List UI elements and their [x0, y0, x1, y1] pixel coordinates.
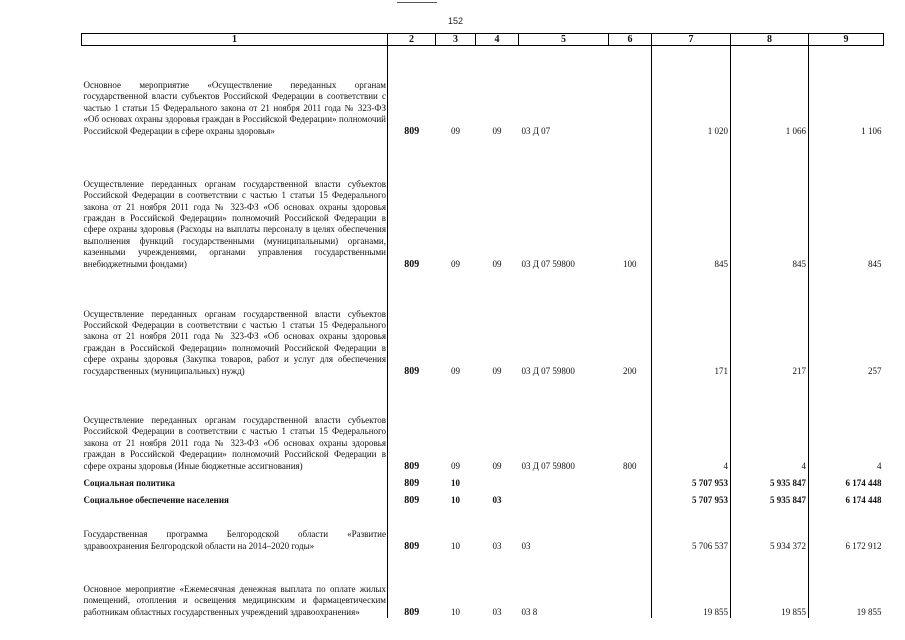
expense-type-code: [609, 552, 652, 618]
subsection-code: 09: [492, 460, 502, 471]
section-code: 09: [451, 258, 460, 269]
ministry-code: 809: [404, 365, 420, 377]
subsection-code: 03: [492, 540, 502, 551]
amount-col-9: 1 106: [861, 125, 882, 136]
section-code: 10: [451, 606, 460, 617]
target-article-code: 03 Д 07 59800: [521, 365, 575, 376]
section-code: 10: [451, 540, 460, 551]
subsection-code: [476, 472, 519, 489]
amount-col-8: 5 935 847: [731, 489, 809, 506]
column-header: 7: [652, 34, 731, 46]
amount-col-8: 19 855: [731, 552, 809, 618]
table-row: [82, 472, 884, 489]
amount-col-7: 5 706 537: [652, 506, 731, 552]
expense-type-code: 100: [609, 137, 652, 270]
table-row: [82, 46, 884, 138]
section-code: 09: [451, 365, 460, 376]
target-article-code: 03 Д 07 59800: [521, 460, 575, 471]
subsection-code: 09: [492, 258, 502, 269]
amount-col-9: 257: [868, 365, 882, 376]
page-number: 152: [448, 16, 464, 26]
subsection-code: 09: [492, 365, 502, 376]
budget-table: [81, 33, 884, 618]
target-article-code: 03 Д 07: [521, 125, 551, 136]
column-header: 9: [809, 34, 884, 46]
ministry-code: 809: [404, 477, 420, 489]
table-row: [82, 137, 884, 270]
amount-col-9: 19 855: [856, 606, 882, 617]
column-header: 4: [476, 34, 519, 46]
ministry-code: 809: [404, 606, 420, 618]
column-header: 3: [436, 34, 476, 46]
target-article-code: [519, 489, 609, 506]
table-row: [82, 506, 884, 552]
section-code: 09: [451, 125, 460, 136]
row-description: Основное мероприятие «Ежемесячная денежная выплата по оплате жилых помещений, отопления и освещения медицинским и фармацевтическим работникам областных государственных учреждений здравоохранения»: [82, 552, 388, 618]
amount-col-8: 845: [731, 137, 809, 270]
table-row: [82, 552, 884, 618]
amount-col-8: 1 066: [731, 46, 809, 138]
row-description: Социальная политика: [82, 472, 388, 489]
target-article-code: 03: [521, 540, 531, 551]
amount-col-7: 1 020: [652, 46, 731, 138]
expense-type-code: 200: [609, 270, 652, 377]
amount-col-9: 6 172 912: [845, 540, 882, 551]
page-top-mark: [397, 2, 437, 3]
amount-col-8: 217: [731, 270, 809, 377]
row-description: Осуществление переданных органам государственной власти субъектов Российской Федерации в соответствии с частью 1 статьи 15 Федерального закона от 21 ноября 2011 года № 323-ФЗ «Об основах охраны здоровья граждан в Российской Федерации» полномочий Российской Федерации в сфере охраны здоровья (Иные бюджетные ассигнования): [82, 377, 388, 472]
ministry-code: 809: [404, 460, 420, 472]
expense-type-code: [609, 46, 652, 138]
ministry-code: 809: [404, 258, 420, 270]
amount-col-9: 6 174 448: [845, 477, 882, 488]
expense-type-code: [609, 506, 652, 552]
ministry-code: 809: [404, 125, 420, 137]
subsection-code: 03: [492, 606, 502, 617]
amount-col-9: 6 174 448: [845, 494, 882, 505]
row-description: Основное мероприятие «Осуществление переданных органам государственной власти субъектов Российской Федерации в соответствии с частью 1 статьи 15 Федерального закона от 21 ноября 2011 года № 323-ФЗ «Об основах охраны здоровья граждан в Российской Федерации» полномочий Российской Федерации в сфере охраны здоровья»: [82, 46, 388, 138]
row-description: Государственная программа Белгородской области «Развитие здравоохранения Белгородской области на 2014–2020 годы»: [82, 506, 388, 552]
amount-col-7: 4: [652, 377, 731, 472]
row-description: Осуществление переданных органам государственной власти субъектов Российской Федерации в соответствии с частью 1 статьи 15 Федерального закона от 21 ноября 2011 года № 323-ФЗ «Об основах охраны здоровья граждан в Российской Федерации» полномочий Российской Федерации в сфере охраны здоровья (Закупка товаров, работ и услуг для обеспечения государственных (муниципальных) нужд): [82, 270, 388, 377]
amount-col-7: 19 855: [652, 552, 731, 618]
target-article-code: 03 8: [521, 606, 538, 617]
column-header: 1: [82, 34, 388, 46]
amount-col-9: 4: [877, 460, 882, 471]
amount-col-7: 5 707 953: [652, 489, 731, 506]
column-header: 8: [731, 34, 809, 46]
amount-col-8: 4: [731, 377, 809, 472]
amount-col-7: 5 707 953: [652, 472, 731, 489]
expense-type-code: 800: [609, 377, 652, 472]
table-row: [82, 377, 884, 472]
subsection-code: 09: [492, 125, 502, 136]
row-description: Социальное обеспечение населения: [82, 489, 388, 506]
expense-type-code: [609, 472, 652, 489]
column-header: 6: [609, 34, 652, 46]
amount-col-9: 845: [868, 258, 882, 269]
amount-col-8: 5 935 847: [731, 472, 809, 489]
amount-col-7: 171: [652, 270, 731, 377]
target-article-code: 03 Д 07 59800: [521, 258, 575, 269]
section-code: 10: [451, 477, 460, 488]
section-code: 09: [451, 460, 460, 471]
column-header: 2: [388, 34, 436, 46]
expense-type-code: [609, 489, 652, 506]
ministry-code: 809: [404, 494, 420, 506]
header-row: [82, 34, 884, 46]
row-description: Осуществление переданных органам государственной власти субъектов Российской Федерации в соответствии с частью 1 статьи 15 Федерального закона от 21 ноября 2011 года № 323-ФЗ «Об основах охраны здоровья граждан в Российской Федерации» полномочий Российской Федерации в сфере охраны здоровья (Расходы на выплаты персоналу в целях обеспечения выполнения функций государственными (муниципальными) органами, казенными учреждениями, органами управления государственными внебюджетными фондами): [82, 137, 388, 270]
table-row: [82, 270, 884, 377]
amount-col-8: 5 934 372: [731, 506, 809, 552]
section-code: 10: [451, 494, 460, 505]
table-row: [82, 489, 884, 506]
amount-col-7: 845: [652, 137, 731, 270]
column-header: 5: [519, 34, 609, 46]
subsection-code: 03: [492, 494, 502, 505]
target-article-code: [519, 472, 609, 489]
ministry-code: 809: [404, 540, 420, 552]
